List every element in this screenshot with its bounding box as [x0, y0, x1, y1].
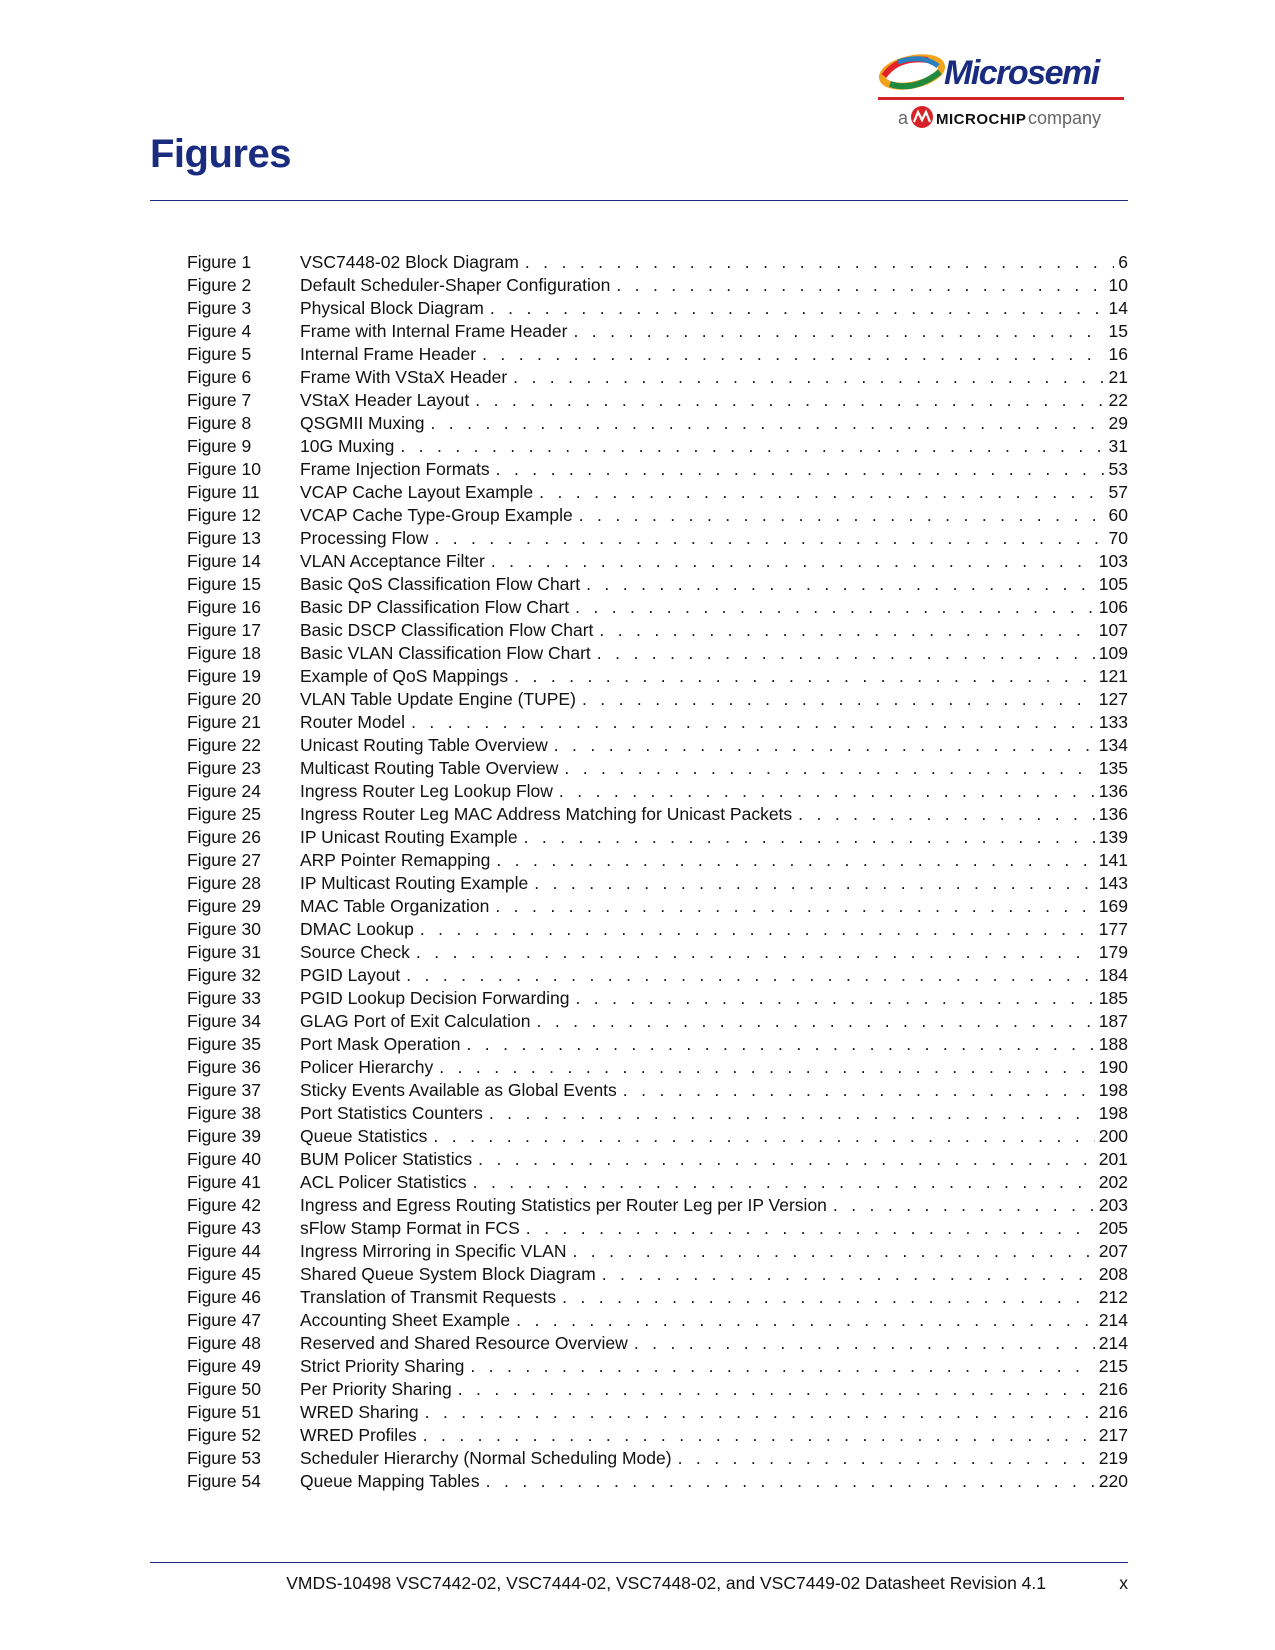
figure-entry[interactable] — [187, 665, 1128, 688]
figure-page-number[interactable]: 133 — [1098, 712, 1128, 732]
dot-leader — [562, 1286, 1095, 1309]
figure-entry[interactable] — [187, 596, 1128, 619]
dot-leader — [575, 987, 1094, 1010]
figure-page-number[interactable]: 60 — [1108, 505, 1128, 525]
dot-leader — [489, 1102, 1095, 1125]
figure-entry[interactable] — [187, 941, 1128, 964]
figure-entry[interactable] — [187, 320, 1128, 343]
figure-page-number[interactable]: 16 — [1108, 344, 1128, 364]
figure-label: Figure 29 — [187, 896, 261, 916]
figure-title[interactable]: PGID Layout — [300, 965, 401, 985]
footer-divider — [150, 1562, 1128, 1563]
figure-label: Figure 17 — [187, 620, 261, 640]
figure-title[interactable]: Reserved and Shared Resource Overview — [300, 1333, 628, 1353]
figure-page-number[interactable]: 143 — [1098, 873, 1128, 893]
figure-page-number[interactable]: 141 — [1098, 850, 1128, 870]
figure-entry[interactable] — [187, 1470, 1128, 1493]
dot-leader — [425, 1401, 1095, 1424]
figure-label: Figure 12 — [187, 505, 261, 525]
dot-leader — [516, 1309, 1095, 1332]
figure-title[interactable]: BUM Policer Statistics — [300, 1149, 473, 1169]
figure-title[interactable]: VCAP Cache Type-Group Example — [300, 505, 573, 525]
figure-entry[interactable] — [187, 1309, 1128, 1332]
dot-leader — [495, 895, 1094, 918]
figure-entry[interactable] — [187, 1171, 1128, 1194]
figure-page-number[interactable]: 136 — [1098, 804, 1128, 824]
figure-label: Figure 24 — [187, 781, 261, 801]
figure-page-number[interactable]: 103 — [1098, 551, 1128, 571]
figure-title[interactable]: Processing Flow — [300, 528, 429, 548]
figure-entry[interactable] — [187, 1240, 1128, 1263]
figure-page-number[interactable]: 217 — [1098, 1425, 1128, 1445]
dot-leader — [564, 757, 1094, 780]
dot-leader — [420, 918, 1095, 941]
figure-title[interactable]: Unicast Routing Table Overview — [300, 735, 548, 755]
figure-entry[interactable] — [187, 1263, 1128, 1286]
figure-entry[interactable] — [187, 1056, 1128, 1079]
figure-page-number[interactable]: 198 — [1098, 1103, 1128, 1123]
logo-tagline-suffix: company — [1028, 108, 1102, 128]
dot-leader — [406, 964, 1095, 987]
figure-entry[interactable] — [187, 573, 1128, 596]
logo-swirl-icon — [880, 53, 944, 91]
figure-entry[interactable] — [187, 757, 1128, 780]
figure-page-number[interactable]: 139 — [1098, 827, 1128, 847]
figure-page-number[interactable]: 203 — [1098, 1195, 1128, 1215]
figure-entry[interactable] — [187, 527, 1128, 550]
dot-leader — [534, 872, 1095, 895]
figure-label: Figure 11 — [187, 482, 260, 502]
dot-leader — [634, 1332, 1095, 1355]
figure-page-number[interactable]: 21 — [1108, 367, 1128, 387]
figure-page-number[interactable]: 53 — [1108, 459, 1128, 479]
figure-entry[interactable] — [187, 1401, 1128, 1424]
logo-wordmark: Microsemi — [944, 54, 1099, 92]
figure-label: Figure 19 — [187, 666, 261, 686]
dot-leader — [482, 343, 1104, 366]
figure-page-number[interactable]: 15 — [1108, 321, 1128, 341]
figure-entry[interactable] — [187, 1424, 1128, 1447]
figure-entry[interactable] — [187, 780, 1128, 803]
footer — [150, 1572, 1128, 1594]
figure-label: Figure 34 — [187, 1011, 261, 1031]
figure-title[interactable]: Router Model — [300, 712, 406, 732]
figure-page-number[interactable]: 29 — [1108, 413, 1128, 433]
figure-page-number[interactable]: 121 — [1098, 666, 1128, 686]
figure-page-number[interactable]: 14 — [1108, 298, 1128, 318]
figure-page-number[interactable]: 106 — [1098, 597, 1128, 617]
figure-entry[interactable] — [187, 504, 1128, 527]
dot-leader — [582, 688, 1095, 711]
figure-page-number[interactable]: 200 — [1098, 1126, 1128, 1146]
figure-entry[interactable] — [187, 1194, 1128, 1217]
figure-entry[interactable] — [187, 1332, 1128, 1355]
figure-entry[interactable] — [187, 412, 1128, 435]
figure-entry[interactable] — [187, 1079, 1128, 1102]
figure-label: Figure 20 — [187, 689, 261, 709]
figure-page-number[interactable]: 190 — [1098, 1057, 1128, 1077]
dot-leader — [439, 1056, 1095, 1079]
figure-label: Figure 47 — [187, 1310, 261, 1330]
figure-entry[interactable] — [187, 481, 1128, 504]
figure-entry[interactable] — [187, 1125, 1128, 1148]
figure-entry[interactable] — [187, 274, 1128, 297]
figure-title[interactable]: Queue Mapping Tables — [300, 1471, 480, 1491]
figure-label: Figure 22 — [187, 735, 261, 755]
figure-title[interactable]: Multicast Routing Table Overview — [300, 758, 559, 778]
figure-page-number[interactable]: 215 — [1098, 1356, 1128, 1376]
figure-entry[interactable] — [187, 550, 1128, 573]
figure-label: Figure 35 — [187, 1034, 261, 1054]
figure-page-number[interactable]: 219 — [1098, 1448, 1128, 1468]
dot-leader — [586, 573, 1095, 596]
figure-page-number[interactable]: 107 — [1098, 620, 1128, 640]
dot-leader — [478, 1148, 1095, 1171]
figure-title[interactable]: Basic DP Classification Flow Chart — [300, 597, 570, 617]
figure-title[interactable]: QSGMII Muxing — [300, 413, 425, 433]
figure-label: Figure 37 — [187, 1080, 261, 1100]
figure-label: Figure 50 — [187, 1379, 261, 1399]
figure-entry[interactable] — [187, 1447, 1128, 1470]
title-divider — [150, 200, 1128, 201]
dot-leader — [416, 941, 1095, 964]
figure-entry[interactable] — [187, 1286, 1128, 1309]
dot-leader — [486, 1470, 1095, 1493]
figure-title[interactable]: PGID Lookup Decision Forwarding — [300, 988, 570, 1008]
figure-entry[interactable] — [187, 251, 1128, 274]
dot-leader — [524, 826, 1095, 849]
microchip-mark-icon — [911, 106, 933, 128]
figure-title[interactable]: Example of QoS Mappings — [300, 666, 509, 686]
figure-label: Figure 28 — [187, 873, 261, 893]
figure-title[interactable]: VCAP Cache Layout Example — [300, 482, 534, 502]
figure-title[interactable]: Physical Block Diagram — [300, 298, 484, 318]
figure-label: Figure 39 — [187, 1126, 261, 1146]
figure-label: Figure 40 — [187, 1149, 261, 1169]
figure-title[interactable]: Translation of Transmit Requests — [300, 1287, 557, 1307]
figure-entry[interactable] — [187, 734, 1128, 757]
logo-graphic — [878, 50, 1128, 136]
figure-entry[interactable] — [187, 1148, 1128, 1171]
figure-title[interactable]: Frame Injection Formats — [300, 459, 490, 479]
figure-entry[interactable] — [187, 343, 1128, 366]
dot-leader — [572, 1240, 1094, 1263]
figure-label: Figure 42 — [187, 1195, 261, 1215]
logo-red-bar — [878, 97, 1124, 100]
figure-page-number[interactable]: 57 — [1108, 482, 1128, 502]
dot-leader — [599, 619, 1094, 642]
dot-leader — [537, 1010, 1095, 1033]
figure-entry[interactable] — [187, 389, 1128, 412]
figure-label: Figure 48 — [187, 1333, 261, 1353]
figure-label: Figure 7 — [187, 390, 252, 410]
figure-label: Figure 54 — [187, 1471, 261, 1491]
figure-label: Figure 18 — [187, 643, 261, 663]
figure-title[interactable]: Basic DSCP Classification Flow Chart — [300, 620, 594, 640]
figure-label: Figure 52 — [187, 1425, 261, 1445]
dot-leader — [514, 665, 1095, 688]
figure-title[interactable]: VSC7448-02 Block Diagram — [300, 252, 519, 272]
figures-list — [187, 251, 1128, 1493]
figure-entry[interactable] — [187, 1217, 1128, 1240]
figure-page-number[interactable]: 187 — [1098, 1011, 1128, 1031]
figure-title[interactable]: IP Multicast Routing Example — [300, 873, 529, 893]
figure-title[interactable]: Frame With VStaX Header — [300, 367, 508, 387]
dot-leader — [623, 1079, 1095, 1102]
figure-entry[interactable] — [187, 642, 1128, 665]
figure-title[interactable]: sFlow Stamp Format in FCS — [300, 1218, 520, 1238]
footer-page-number: x — [1119, 1573, 1128, 1593]
figure-entry[interactable] — [187, 1102, 1128, 1125]
figure-page-number[interactable]: 22 — [1108, 390, 1128, 410]
figure-label: Figure 13 — [187, 528, 261, 548]
dot-leader — [513, 366, 1104, 389]
figure-page-number[interactable]: 212 — [1098, 1287, 1128, 1307]
figure-title[interactable]: MAC Table Organization — [300, 896, 490, 916]
figure-entry[interactable] — [187, 458, 1128, 481]
figure-title[interactable]: Scheduler Hierarchy (Normal Scheduling Mode) — [300, 1448, 672, 1468]
figure-page-number[interactable]: 136 — [1098, 781, 1128, 801]
figure-title[interactable]: Policer Hierarchy — [300, 1057, 434, 1077]
figure-page-number[interactable]: 10 — [1108, 275, 1128, 295]
figure-entry[interactable] — [187, 1033, 1128, 1056]
figure-page-number[interactable]: 177 — [1098, 919, 1128, 939]
dot-leader — [525, 251, 1114, 274]
figure-label: Figure 36 — [187, 1057, 261, 1077]
figure-label: Figure 14 — [187, 551, 261, 571]
figure-title[interactable]: Default Scheduler-Shaper Configuration — [300, 275, 611, 295]
dot-leader — [526, 1217, 1095, 1240]
figure-page-number[interactable]: 70 — [1108, 528, 1128, 548]
figure-title[interactable]: GLAG Port of Exit Calculation — [300, 1011, 531, 1031]
figure-entry[interactable] — [187, 849, 1128, 872]
figure-title[interactable]: Sticky Events Available as Global Events — [300, 1080, 617, 1100]
figure-page-number[interactable]: 105 — [1098, 574, 1128, 594]
figure-title[interactable]: Per Priority Sharing — [300, 1379, 452, 1399]
figure-page-number[interactable]: 198 — [1098, 1080, 1128, 1100]
figure-label: Figure 44 — [187, 1241, 261, 1261]
figure-title[interactable]: Ingress Router Leg Lookup Flow — [300, 781, 553, 801]
figure-entry[interactable] — [187, 366, 1128, 389]
figure-label: Figure 1 — [187, 252, 252, 272]
figure-page-number[interactable]: 214 — [1098, 1310, 1128, 1330]
figure-entry[interactable] — [187, 435, 1128, 458]
figure-label: Figure 26 — [187, 827, 261, 847]
figure-label: Figure 38 — [187, 1103, 261, 1123]
figure-label: Figure 49 — [187, 1356, 261, 1376]
figure-title[interactable]: WRED Profiles — [300, 1425, 417, 1445]
dot-leader — [833, 1194, 1095, 1217]
dot-leader — [466, 1033, 1094, 1056]
figure-label: Figure 23 — [187, 758, 261, 778]
figure-title[interactable]: Ingress and Egress Routing Statistics per Router Leg per IP Version — [300, 1195, 827, 1215]
figure-page-number[interactable]: 185 — [1098, 988, 1128, 1008]
dot-leader — [678, 1447, 1095, 1470]
figure-page-number[interactable]: 207 — [1098, 1241, 1128, 1261]
figure-label: Figure 46 — [187, 1287, 261, 1307]
figure-label: Figure 8 — [187, 413, 252, 433]
dot-leader — [491, 550, 1095, 573]
figure-label: Figure 5 — [187, 344, 252, 364]
figure-title[interactable]: ARP Pointer Remapping — [300, 850, 491, 870]
logo-tagline-brand: MICROCHIP — [936, 111, 1027, 128]
dot-leader — [554, 734, 1095, 757]
figure-title[interactable]: Basic QoS Classification Flow Chart — [300, 574, 581, 594]
figure-title[interactable]: Queue Statistics — [300, 1126, 428, 1146]
figure-title[interactable]: Ingress Mirroring in Specific VLAN — [300, 1241, 567, 1261]
dot-leader — [602, 1263, 1095, 1286]
figure-page-number[interactable]: 135 — [1098, 758, 1128, 778]
figure-label: Figure 4 — [187, 321, 252, 341]
figure-page-number[interactable]: 216 — [1098, 1379, 1128, 1399]
dot-leader — [473, 1171, 1095, 1194]
figure-title[interactable]: Port Statistics Counters — [300, 1103, 483, 1123]
dot-leader — [434, 527, 1104, 550]
page-title: Figures — [150, 132, 291, 176]
dot-leader — [798, 803, 1095, 826]
figure-title[interactable]: Frame with Internal Frame Header — [300, 321, 568, 341]
figure-title[interactable]: VLAN Acceptance Filter — [300, 551, 485, 571]
figure-label: Figure 27 — [187, 850, 261, 870]
figure-entry[interactable] — [187, 1355, 1128, 1378]
figure-label: Figure 6 — [187, 367, 252, 387]
figure-label: Figure 2 — [187, 275, 252, 295]
figure-page-number[interactable]: 201 — [1098, 1149, 1128, 1169]
figure-title[interactable]: WRED Sharing — [300, 1402, 419, 1422]
figure-entry[interactable] — [187, 1010, 1128, 1033]
figure-label: Figure 16 — [187, 597, 261, 617]
dot-leader — [458, 1378, 1095, 1401]
figure-title[interactable]: Source Check — [300, 942, 410, 962]
figure-label: Figure 51 — [187, 1402, 261, 1422]
figure-title[interactable]: Port Mask Operation — [300, 1034, 461, 1054]
figure-page-number[interactable]: 31 — [1108, 436, 1128, 456]
dot-leader — [496, 458, 1105, 481]
figure-page-number[interactable]: 179 — [1098, 942, 1128, 962]
dot-leader — [539, 481, 1104, 504]
figure-title[interactable]: IP Unicast Routing Example — [300, 827, 518, 847]
dot-leader — [575, 596, 1095, 619]
figure-title[interactable]: Accounting Sheet Example — [300, 1310, 511, 1330]
figure-label: Figure 30 — [187, 919, 261, 939]
figure-title[interactable]: Ingress Router Leg MAC Address Matching for Unicast Packets — [300, 804, 793, 824]
figure-entry[interactable] — [187, 872, 1128, 895]
dot-leader — [573, 320, 1104, 343]
footer-doc-title: VMDS-10498 VSC7442-02, VSC7444-02, VSC7448-02, and VSC7449-02 Datasheet Revision 4.1 — [286, 1573, 1046, 1593]
figure-label: Figure 3 — [187, 298, 252, 318]
figure-label: Figure 43 — [187, 1218, 261, 1238]
figure-entry[interactable] — [187, 803, 1128, 826]
dot-leader — [411, 711, 1095, 734]
microsemi-logo — [878, 50, 1128, 136]
dot-leader — [490, 297, 1105, 320]
dot-leader — [616, 274, 1104, 297]
figure-title[interactable]: 10G Muxing — [300, 436, 395, 456]
figure-title[interactable]: VLAN Table Update Engine (TUPE) — [300, 689, 576, 709]
figure-page-number[interactable]: 220 — [1098, 1471, 1128, 1491]
figure-label: Figure 32 — [187, 965, 261, 985]
dot-leader — [597, 642, 1095, 665]
figure-title[interactable]: Strict Priority Sharing — [300, 1356, 465, 1376]
dot-leader — [433, 1125, 1094, 1148]
figure-entry[interactable] — [187, 826, 1128, 849]
figure-entry[interactable] — [187, 297, 1128, 320]
figure-label: Figure 21 — [187, 712, 261, 732]
figure-title[interactable]: Shared Queue System Block Diagram — [300, 1264, 596, 1284]
dot-leader — [559, 780, 1095, 803]
figure-entry[interactable] — [187, 987, 1128, 1010]
figure-label: Figure 41 — [187, 1172, 261, 1192]
figure-title[interactable]: Internal Frame Header — [300, 344, 477, 364]
dot-leader — [496, 849, 1094, 872]
figure-page-number[interactable]: 109 — [1098, 643, 1128, 663]
figure-label: Figure 53 — [187, 1448, 261, 1468]
figure-page-number[interactable]: 169 — [1098, 896, 1128, 916]
figure-label: Figure 10 — [187, 459, 261, 479]
figure-page-number[interactable]: 6 — [1118, 252, 1128, 272]
figure-page-number[interactable]: 216 — [1098, 1402, 1128, 1422]
figure-entry[interactable] — [187, 918, 1128, 941]
figure-entry[interactable] — [187, 895, 1128, 918]
figure-label: Figure 15 — [187, 574, 261, 594]
figure-label: Figure 25 — [187, 804, 261, 824]
figure-entry[interactable] — [187, 711, 1128, 734]
dot-leader — [470, 1355, 1094, 1378]
figure-page-number[interactable]: 134 — [1098, 735, 1128, 755]
figure-entry[interactable] — [187, 1378, 1128, 1401]
figure-page-number[interactable]: 214 — [1098, 1333, 1128, 1353]
figure-page-number[interactable]: 205 — [1098, 1218, 1128, 1238]
figure-page-number[interactable]: 188 — [1098, 1034, 1128, 1054]
figure-title[interactable]: VStaX Header Layout — [300, 390, 470, 410]
figure-page-number[interactable]: 127 — [1098, 689, 1128, 709]
figure-page-number[interactable]: 184 — [1098, 965, 1128, 985]
dot-leader — [475, 389, 1104, 412]
figure-page-number[interactable]: 208 — [1098, 1264, 1128, 1284]
dot-leader — [423, 1424, 1095, 1447]
figure-title[interactable]: ACL Policer Statistics — [300, 1172, 467, 1192]
dot-leader — [579, 504, 1105, 527]
figure-label: Figure 45 — [187, 1264, 261, 1284]
figure-entry[interactable] — [187, 688, 1128, 711]
dot-leader — [400, 435, 1104, 458]
dot-leader — [430, 412, 1104, 435]
figure-title[interactable]: DMAC Lookup — [300, 919, 414, 939]
figure-label: Figure 31 — [187, 942, 261, 962]
figure-label: Figure 33 — [187, 988, 261, 1008]
figure-entry[interactable] — [187, 964, 1128, 987]
figure-entry[interactable] — [187, 619, 1128, 642]
figure-page-number[interactable]: 202 — [1098, 1172, 1128, 1192]
figure-title[interactable]: Basic VLAN Classification Flow Chart — [300, 643, 591, 663]
figure-label: Figure 9 — [187, 436, 252, 456]
logo-tagline-prefix: a — [898, 108, 909, 128]
